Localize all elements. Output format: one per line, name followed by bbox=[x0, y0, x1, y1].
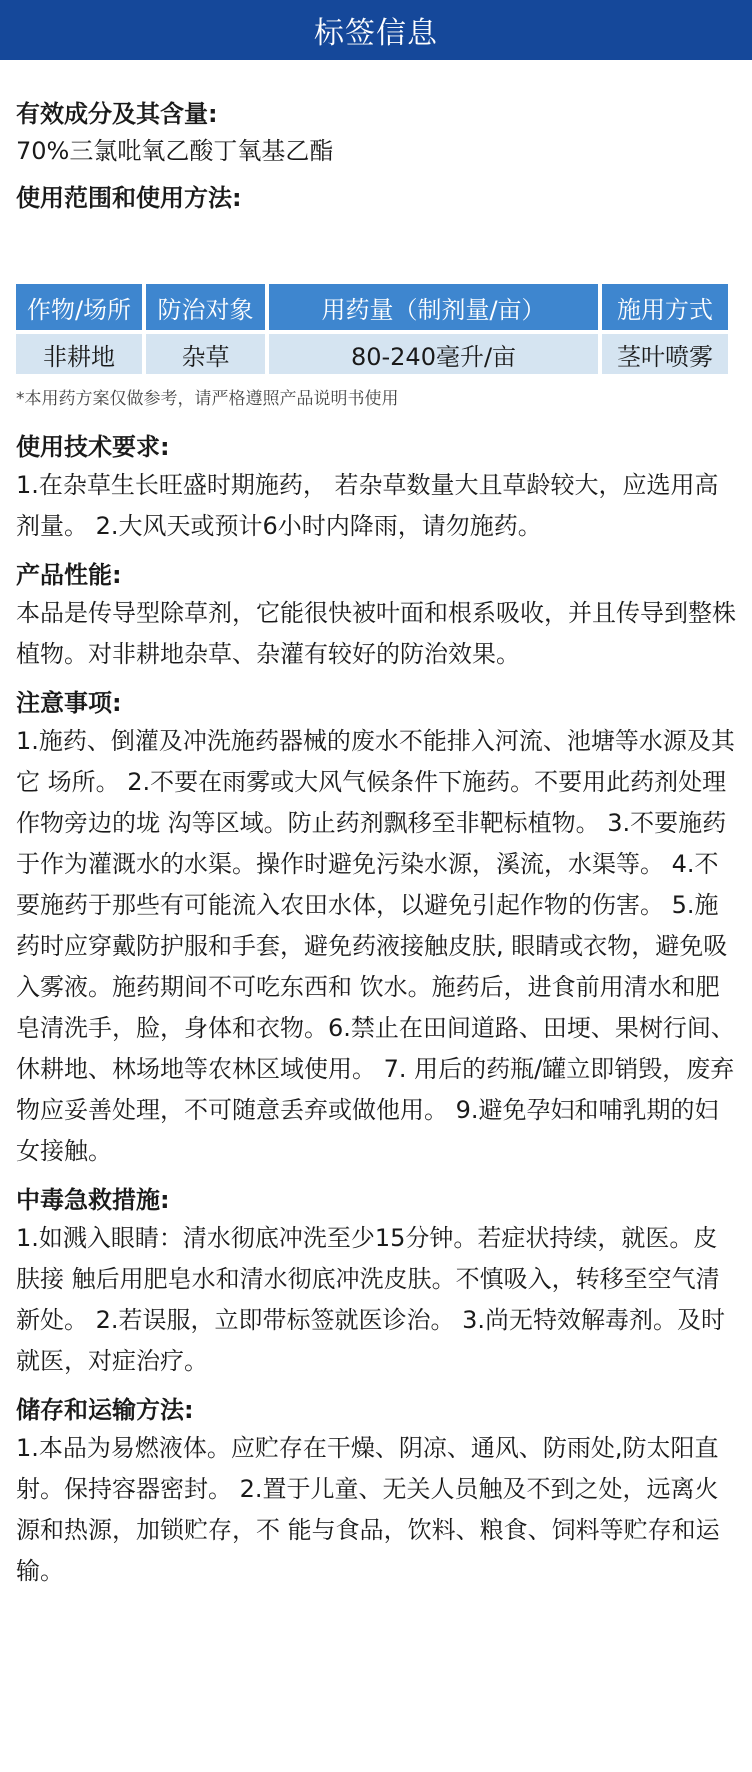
tech-text: 1.在杂草生长旺盛时期施药， 若杂草数量大且草龄较大，应选用高剂量。 2.大风天或预计6小时内降雨，请勿施药。 bbox=[16, 471, 719, 540]
label-content bbox=[0, 60, 752, 1592]
firstaid-title: 中毒急救措施: bbox=[16, 1186, 170, 1214]
usage-title: 使用范围和使用方法: bbox=[16, 184, 242, 212]
storage-title: 储存和运输方法: bbox=[16, 1396, 194, 1424]
tech-title: 使用技术要求: bbox=[16, 433, 170, 461]
performance-title: 产品性能: bbox=[16, 561, 122, 589]
usage-table-header-row bbox=[16, 284, 728, 330]
usage-table-header: 防治对象 bbox=[146, 284, 265, 330]
usage-footnote: *本用药方案仅做参考，请严格遵照产品说明书使用 bbox=[16, 389, 399, 409]
usage-table bbox=[12, 280, 732, 378]
firstaid-text: 1.如溅入眼睛：清水彻底冲洗至少15分钟。若症状持续，就医。皮肤接 触后用肥皂水和清水彻底冲洗皮肤。不慎吸入，转移至空气清新处。 2.若误服，立即带标签就医诊治。 3.尚无特效解毒剂。及时就医，对症治疗。 bbox=[16, 1224, 726, 1375]
ingredients-title: 有效成分及其含量: bbox=[16, 100, 218, 128]
table-cell: 非耕地 bbox=[16, 334, 142, 374]
precautions-title: 注意事项: bbox=[16, 689, 122, 717]
page-title: 标签信息 bbox=[314, 16, 438, 51]
usage-table-header: 施用方式 bbox=[602, 284, 728, 330]
performance-text: 本品是传导型除草剂，它能很快被叶面和根系吸收，并且传导到整株植物。对非耕地杂草、杂灌有较好的防治效果。 bbox=[16, 599, 736, 668]
table-cell: 茎叶喷雾 bbox=[602, 334, 728, 374]
usage-table-header: 用药量（制剂量/亩） bbox=[269, 284, 598, 330]
table-cell: 杂草 bbox=[146, 334, 265, 374]
table-cell: 80-240毫升/亩 bbox=[269, 334, 598, 374]
storage-text: 1.本品为易燃液体。应贮存在干燥、阴凉、通风、防雨处,防太阳直射。保持容器密封。 2.置于儿童、无关人员触及不到之处，远离火源和热源，加锁贮存，不 能与食品，饮料、粮食、饲料等贮存和运输。 bbox=[16, 1434, 720, 1585]
precautions-text: 1.施药、倒灌及冲洗施药器械的废水不能排入河流、池塘等水源及其它 场所。 2.不要在雨雾或大风气候条件下施药。不要用此药剂处理作物旁边的垅 沟等区域。防止药剂飘移至非靶标植物。 3.不要施药于作为灌溉水的水渠。操作时避免污染水源，溪流，水渠等。 4.不要施药于那些有可能流入农田水体，以避免引起作物的伤害。 5.施药时应穿戴防护服和手套，避免药液接触皮肤, 眼睛或衣物，避免吸入雾液。施药期间不可吃东西和 饮水。施药后，进食前用清水和肥皂清洗手，脸，身体和衣物。6.禁止在田间道路、田埂、果树行间、休耕地、林场地等农林区域使用。 7. 用后的药瓶/罐立即销毁，废弃物应妥善处理，不可随意丢弃或做他用。 9.避免孕妇和哺乳期的妇女接触。 bbox=[16, 727, 735, 1165]
table-row bbox=[16, 334, 728, 374]
usage-table-header: 作物/场所 bbox=[16, 284, 142, 330]
ingredients-text: 70%三氯吡氧乙酸丁氧基乙酯 bbox=[16, 137, 334, 165]
page-header bbox=[0, 0, 752, 60]
